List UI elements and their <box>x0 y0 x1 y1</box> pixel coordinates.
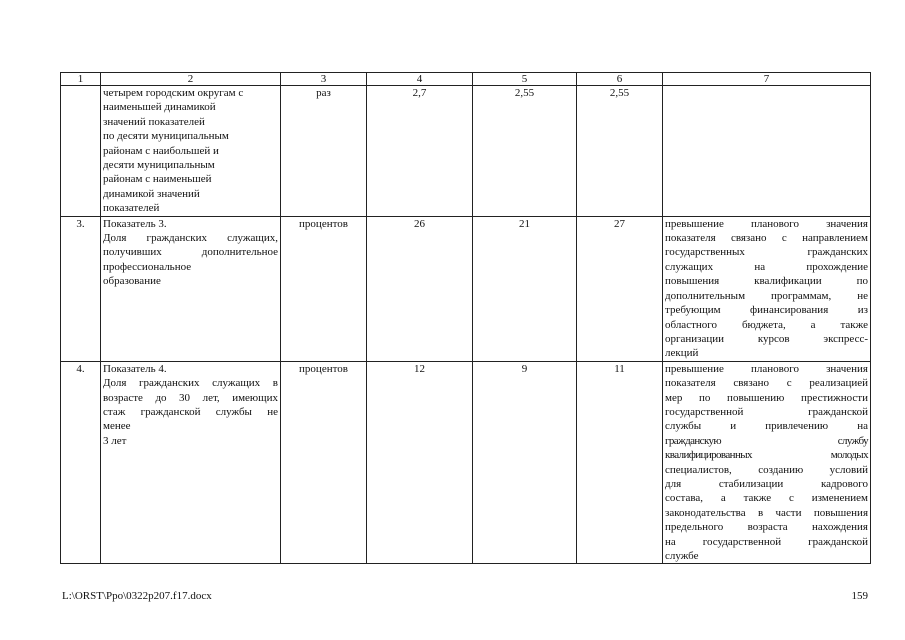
text-line: районам с наибольшей и <box>103 144 219 157</box>
note-cell <box>663 86 871 217</box>
table-header-row <box>61 73 871 86</box>
text-line: службы и привлечению на <box>665 420 868 433</box>
header-cell: 7 <box>663 73 871 86</box>
text-line: мер по повышению престижности <box>665 391 868 404</box>
text-line: квалифицированных молодых <box>665 449 868 462</box>
text-line: показателя связано с направлением <box>665 232 868 245</box>
text-line: показателя связано с реализацией <box>665 377 868 390</box>
indicator-name <box>101 86 281 217</box>
text-line: превышение планового значения <box>665 362 868 375</box>
text-line: районам с наименьшей <box>103 173 212 186</box>
value-cell: 9 <box>473 361 577 564</box>
text-line: государственных гражданских <box>665 246 868 259</box>
value-plan-cell: 2,7 <box>367 86 473 217</box>
value-plan-cell: 26 <box>367 216 473 361</box>
header-cell: 3 <box>281 73 367 86</box>
row-number <box>61 86 101 217</box>
unit-cell: процентов <box>281 216 367 361</box>
text-line: профессиональное <box>103 260 192 273</box>
text-line: гражданскую службу <box>665 434 868 447</box>
header-cell: 5 <box>473 73 577 86</box>
text-line: повышения квалификации по <box>665 275 868 288</box>
text-line: по десяти муниципальным <box>103 130 229 143</box>
page-number: 159 <box>851 590 868 602</box>
value-fact-cell: 11 <box>577 361 663 564</box>
text-line: службе <box>665 550 699 562</box>
value-fact-cell: 2,55 <box>577 86 663 217</box>
text-line: для стабилизации кадрового <box>665 477 868 490</box>
text-line: десяти муниципальным <box>103 159 215 172</box>
unit-cell: раз <box>281 86 367 217</box>
file-path: L:\ORST\Ppo\0322p207.f17.docx <box>62 590 212 602</box>
indicator-name <box>101 216 281 361</box>
indicator-name <box>101 361 281 564</box>
text-line: предельного возраста нахождения <box>665 521 868 534</box>
text-line: лекций <box>665 347 699 360</box>
text-line: Доля гражданских служащих, <box>103 232 278 245</box>
report-table <box>60 72 871 564</box>
text-line: служащих на прохождение <box>665 260 868 273</box>
text-line: показателей <box>103 202 160 215</box>
table-row <box>61 216 871 361</box>
row-number: 4. <box>61 361 101 564</box>
text-line: возрасте до 30 лет, имеющих <box>103 391 278 404</box>
header-cell: 2 <box>101 73 281 86</box>
value-plan-cell: 12 <box>367 361 473 564</box>
text-line: состава, а также с изменением <box>665 492 868 505</box>
text-line: Показатель 4. <box>103 362 167 375</box>
text-line: организации курсов экспресс- <box>665 332 868 345</box>
text-line: образование <box>103 275 161 288</box>
text-line: Доля гражданских служащих в <box>103 377 278 390</box>
text-line: дополнительным программам, не <box>665 289 868 302</box>
header-cell: 1 <box>61 73 101 86</box>
table-row <box>61 361 871 564</box>
text-line: стаж гражданской службы не <box>103 405 278 418</box>
header-cell: 6 <box>577 73 663 86</box>
text-line: значений показателей <box>103 115 205 128</box>
text-line: государственной гражданской <box>665 405 868 418</box>
text-line: динамикой значений <box>103 187 200 200</box>
text-line: областного бюджета, а также <box>665 318 868 331</box>
note-cell <box>663 216 871 361</box>
row-number: 3. <box>61 216 101 361</box>
value-cell: 2,55 <box>473 86 577 217</box>
text-line: Показатель 3. <box>103 217 167 230</box>
header-cell: 4 <box>367 73 473 86</box>
table-row <box>61 86 871 217</box>
text-line: специалистов, созданию условий <box>665 463 868 476</box>
text-line: превышение планового значения <box>665 217 868 230</box>
text-line: на государственной гражданской <box>665 535 868 548</box>
value-cell: 21 <box>473 216 577 361</box>
text-line: менее <box>103 420 131 433</box>
value-fact-cell: 27 <box>577 216 663 361</box>
text-line: 3 лет <box>103 434 127 447</box>
text-line: требующим финансирования из <box>665 304 868 317</box>
text-line: четырем городским округам с <box>103 87 244 99</box>
text-line: законодательства в части повышения <box>665 506 868 519</box>
unit-cell: процентов <box>281 361 367 564</box>
text-line: получивших дополнительное <box>103 246 278 259</box>
note-cell <box>663 361 871 564</box>
text-line: наименьшей динамикой <box>103 101 216 114</box>
